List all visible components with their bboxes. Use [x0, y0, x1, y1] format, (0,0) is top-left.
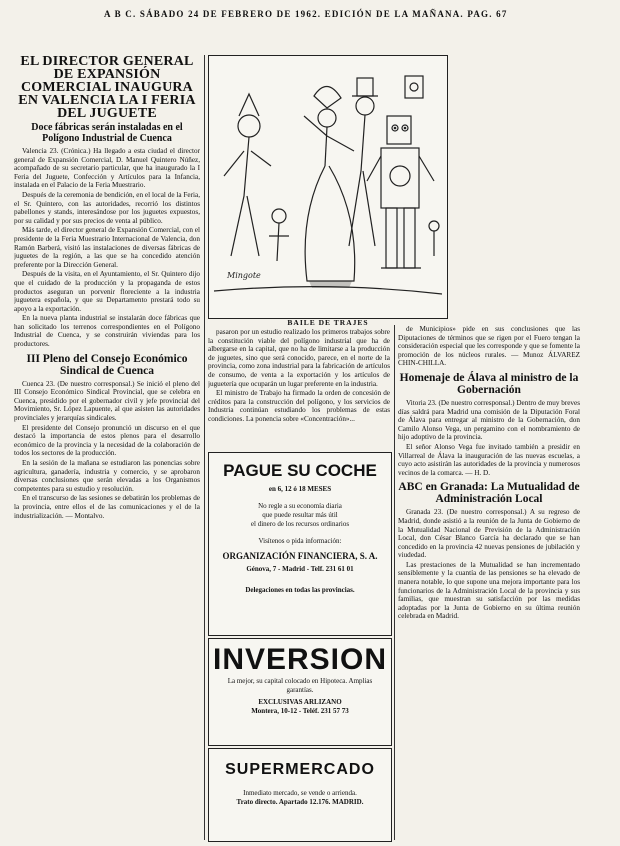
right-intro: de Municipios» pide en sus conclusiones que las Diputaciones de términos que se rigen por el Fuero tengan la consideración especial que les corresponde y que se fomente la promoción de los núcleos rurales. — Munoz ÁLVAREZ CHIN-CHILLA. [398, 325, 580, 368]
page-header [0, 6, 620, 22]
ad-inversion-line: La mejor, su capital colocado en Hipoteca. Amplias garantías. [227, 677, 373, 694]
ad-pague-line: No regle a su economía diaria [258, 502, 342, 510]
right-headline-2: ABC en Granada: La Mutualidad de Administración Local [398, 481, 580, 506]
middle-column-text [208, 328, 390, 448]
article1-paragraph: En la nueva planta industrial se instalarán doce fábricas que han solicitado los terrenos correspondientes en el Polígono Industrial de Cuenca, y se construirán viviendas para los productores. [14, 314, 200, 349]
ad-inversion [208, 638, 392, 746]
ad-super-line: Inmediato mercado, se vende o arrienda. [243, 789, 357, 797]
header-text: A B C. SÁBADO 24 DE FEBRERO DE 1962. EDICIÓN DE LA MAÑANA. PAG. 67 [104, 9, 508, 19]
article1-headline: EL DIRECTOR GENERAL DE EXPANSIÓN COMERCIAL INAUGURA EN VALENCIA LA I FERIA DEL JUGUETE [18, 55, 196, 121]
article1-subhead: Doce fábricas serán instaladas en el Polígono Industrial de Cuenca [31, 122, 183, 144]
article1-paragraph: Más tarde, el director general de Expansión Comercial, con el presidente de la Feria Muestrario Internacional de Valencia, don Ramón Barberá, visitó las instalaciones de diversas fábricas de juguetes de la región, a las que se ha concedido atención preferente por la Dirección General. [14, 226, 200, 269]
ad-super-title: SUPERMERCADO [225, 761, 375, 778]
left-column [14, 55, 200, 843]
right-paragraph: Las prestaciones de la Mutualidad se han incrementado sensiblemente y la cuantía de las pensiones se ha elevado de manera notable, lo que supone una mejora importante para los funcionarios de la Administración Local de la provincia y sus familias, que muestran su satisfacción por las medidas adoptadas por la Junta de Gobierno en su última reunión celebrada en Madrid. [398, 560, 580, 621]
cartoon-signature: Mingote [227, 271, 261, 280]
right-paragraph: Vitoria 23. (De nuestro corresponsal.) Dentro de muy breves días saldrá para Madrid una comisión de la Diputación Foral de Álava para entregar al ministro de la Gobernación, don Camilo Alonso Vega, un pergamino con el nombramiento de hijo adoptivo de la provincia. [398, 398, 580, 442]
article1-paragraph: Después de la ceremonia de bendición, en el local de la Feria, el Sr. Quintero, con las autoridades, recorrió los distintos pabellones y stands, interesándose por los juguetes expuestos, por su calidad y por sus precios de venta al público. [14, 190, 200, 225]
cartoon-drawing [209, 56, 447, 318]
ad-super-line: Trato directo. Apartado 12.176. MADRID. [236, 798, 364, 806]
column-divider [204, 55, 205, 840]
article2-paragraph: Cuenca 23. (De nuestro corresponsal.) Se inició el pleno del III Consejo Económico Sindical Provincial, que se celebra en Cuenca, presidido por el gobernador civil y jefe provincial del Movimiento, Sr. López Lapuente, al que asisten las autoridades provinciales y jerarquías sindicales. [14, 379, 200, 423]
ad-pague-line: el dinero de los recursos ordinarios [250, 520, 350, 528]
illustration-caption: BAILE DE TRAJES [287, 318, 369, 327]
right-paragraph: El señor Alonso Vega fue invitado también a presidir en Villarreal de Álava la inauguración de las nuevas escuelas, a cuyo acto asistirán las autoridades de la provincia y numerosos vecinos de la comarca. — H. D. [398, 442, 580, 477]
ad-pague-line: que puede resultar más útil [262, 511, 338, 519]
ad-pague-footer: Delegaciones en todas las provincias. [245, 586, 355, 594]
ad-pague-line: Visítenos o pida información: [258, 537, 342, 545]
article1-paragraph: Después de la visita, en el Ayuntamiento, el Sr. Quintero dijo que el cuidado de la producción y la propaganda de estos productos aseguran un porvenir floreciente a la industria juguetera española, y que su Departamento prestará todo su apoyo a la exportación. [14, 270, 200, 313]
right-paragraph: Granada 23. (De nuestro corresponsal.) A su regreso de Madrid, donde asistió a la reunión de la Junta de Gobierno de la Mutualidad Nacional de Previsión de la Administración Local, don César Blanco García ha declarado que se han concedido en la provincia 42 nuevas pensiones de jubilación y viudedad. [398, 508, 580, 560]
cartoon-illustration [208, 55, 448, 319]
ad-pague-su-coche [208, 452, 392, 636]
article2-paragraph: En el transcurso de las sesiones se debatirán los problemas de la provincia, entre ellos el de las comunicaciones y el de la industrialización. — Montalvo. [14, 494, 200, 520]
right-headline-1: Homenaje de Álava al ministro de la Gobernación [399, 371, 579, 396]
article2-headline: III Pleno del Consejo Económico Sindical de Cuenca [26, 352, 188, 377]
ad-pague-address: Génova, 7 - Madrid - Telf. 231 61 01 [246, 565, 354, 573]
ad-pague-company: ORGANIZACIÓN FINANCIERA, S. A. [222, 551, 378, 561]
right-column [398, 325, 580, 840]
ad-pague-line: en 6, 12 ó 18 MESES [268, 485, 332, 493]
ad-inversion-title: INVERSION [212, 643, 388, 676]
ad-inversion-line: EXCLUSIVAS ARLIZANO [258, 698, 342, 706]
ad-pague-title: PAGUE SU COCHE [223, 461, 377, 480]
article2-paragraph: En la sesión de la mañana se estudiaron las ponencias sobre agricultura, ganadería, industria y comercio, y se aprobaron diversas conclusiones que serán elevadas a los Organismos competentes para su estudio y resolución. [14, 459, 200, 493]
column-divider [394, 325, 395, 840]
middle-paragraph: El ministro de Trabajo ha firmado la orden de concesión de créditos para la construcción del polígono, y los servicios de Industria continúan estudiando los problemas de estas condiciones. La ponencia sobre «Concentración»... [208, 389, 390, 423]
article1-paragraph: Valencia 23. (Crónica.) Ha llegado a esta ciudad el director general de Expansión Comercial, D. Manuel Quintero Núñez, acompañado de su secretario particular, que ha inaugurado la I Feria del Juguete, Confección y Artículos para la Infancia, instalada en el Palacio de la Feria Muestrario. [14, 147, 200, 190]
middle-paragraph: pasaron por un estudio realizado los primeros trabajos sobre la constitución viable del polígono industrial que ha de albergarse en la capital, que no ha de limitarse a la producción de juguetes, sino que será conocido, parece, en el norte de la provincia, como zona industrial para la fabricación de artículos de consumo, de venta a la exportación y los artículos de juguetería que ocuparán un lugar preferente en la industria. [208, 328, 390, 388]
article2-paragraph: El presidente del Consejo pronunció un discurso en el que destacó la importancia de estos plenos para el desarrollo económico de la provincia y la necesidad de la colaboración de todos los sectores de la producción. [14, 423, 200, 458]
ad-supermercado [208, 748, 392, 842]
ad-inversion-line: Montera, 10-12 - Teléf. 231 57 73 [251, 707, 349, 715]
